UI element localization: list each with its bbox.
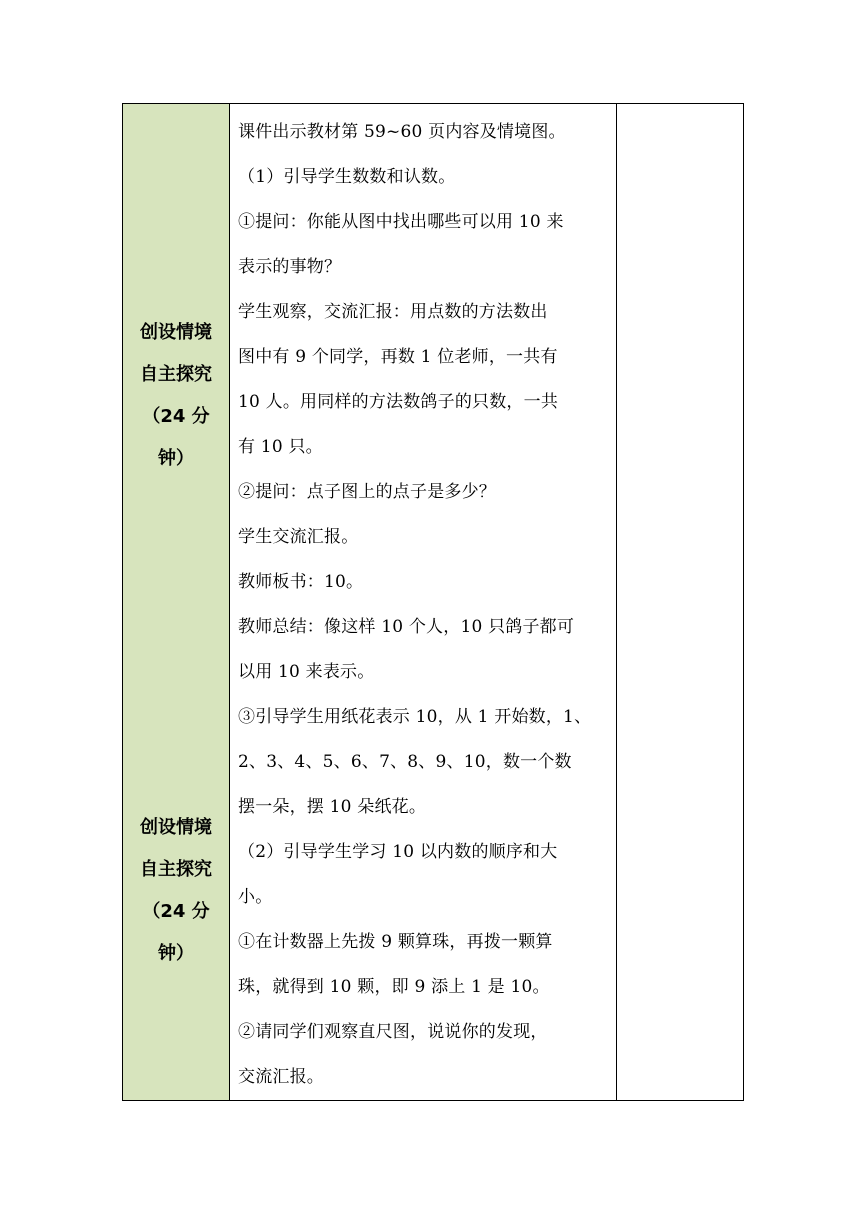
content-line: ①在计数器上先拨 9 颗算珠，再拨一颗算 — [238, 932, 553, 952]
content-cell — [230, 104, 617, 1101]
content-line: 学生观察，交流汇报：用点数的方法数出 — [238, 302, 548, 322]
content-line: ②请同学们观察直尺图，说说你的发现， — [238, 1022, 548, 1042]
stage-label-line: 自主探究 — [140, 859, 212, 880]
content-line: （1）引导学生数数和认数。 — [238, 167, 456, 187]
content-line: 表示的事物？ — [238, 257, 342, 277]
stage-label-1 — [123, 312, 229, 480]
stage-duration: （24 分 — [142, 901, 210, 922]
content-line: （2）引导学生学习 10 以内数的顺序和大 — [238, 842, 558, 862]
content-line: 教师总结：像这样 10 个人，10 只鸽子都可 — [238, 617, 575, 637]
stage-label-line: 创设情境 — [140, 817, 212, 838]
stage-label-line: 自主探究 — [140, 364, 212, 385]
stage-cell — [123, 104, 230, 1101]
content-line: 以用 10 来表示。 — [238, 662, 375, 682]
content-line: 图中有 9 个同学，再数 1 位老师，一共有 — [238, 347, 558, 367]
stage-duration: 钟） — [158, 448, 194, 469]
table-row — [123, 104, 744, 1101]
lesson-content — [230, 104, 616, 1100]
content-line: 有 10 只。 — [238, 437, 323, 457]
content-line: 摆一朵，摆 10 朵纸花。 — [238, 797, 427, 817]
content-line: ②提问：点子图上的点子是多少？ — [238, 482, 496, 502]
content-line: 教师板书：10。 — [238, 572, 364, 592]
content-line: 小。 — [238, 887, 273, 907]
notes-cell — [617, 104, 744, 1101]
stage-label-2 — [123, 807, 229, 975]
content-line: 学生交流汇报。 — [238, 527, 359, 547]
lesson-plan-table — [122, 103, 744, 1101]
stage-duration: 钟） — [158, 943, 194, 964]
stage-label-line: 创设情境 — [140, 322, 212, 343]
content-line: ①提问：你能从图中找出哪些可以用 10 来 — [238, 212, 564, 232]
content-line: 交流汇报。 — [238, 1067, 324, 1087]
content-line: ③引导学生用纸花表示 10，从 1 开始数，1、 — [238, 707, 592, 727]
stage-duration: （24 分 — [142, 406, 210, 427]
content-line: 2、3、4、5、6、7、8、9、10，数一个数 — [238, 752, 572, 772]
content-line: 课件出示教材第 59~60 页内容及情境图。 — [238, 122, 566, 142]
content-line: 珠，就得到 10 颗，即 9 添上 1 是 10。 — [238, 977, 550, 997]
content-line: 10 人。用同样的方法数鸽子的只数，一共 — [238, 392, 559, 412]
